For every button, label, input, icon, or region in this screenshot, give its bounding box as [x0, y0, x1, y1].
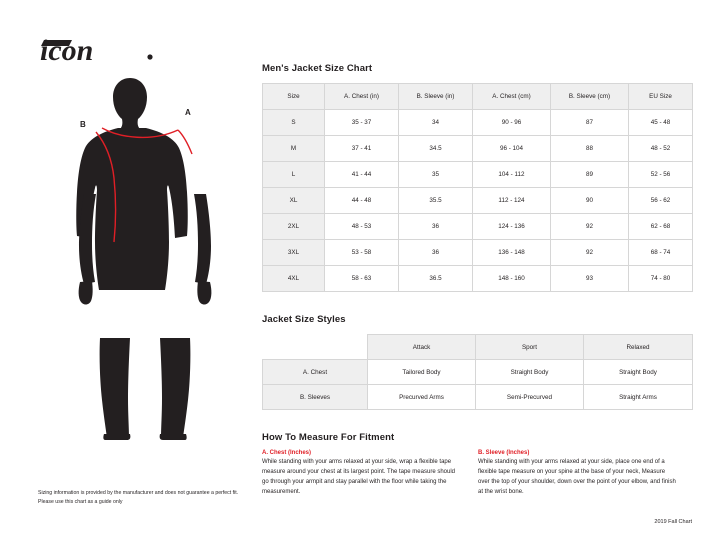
- chart-edition-note: 2019 Fall Chart: [654, 519, 692, 525]
- cell-sleeve-cm: 92: [551, 214, 629, 240]
- cell-chest-cm: 148 - 160: [473, 266, 551, 292]
- table-row: [263, 136, 693, 162]
- cell-chest-in: 37 - 41: [325, 136, 399, 162]
- column-header: A. Chest (cm): [473, 84, 551, 110]
- cell-eu-size: 52 - 56: [629, 162, 693, 188]
- column-header-sport: Sport: [476, 335, 584, 360]
- cell-chest-cm: 112 - 124: [473, 188, 551, 214]
- cell-sleeve-cm: 88: [551, 136, 629, 162]
- fitment-body-sleeve: While standing with your arms relaxed at your side, place one end of a flexible tape measure on your spine at the base of your neck, Measure over the top of your shoulder, down over the point of your elbow, and finish at the wrist bone.: [478, 459, 676, 495]
- size-chart-title: Men's Jacket Size Chart: [262, 63, 373, 74]
- cell-sleeve-cm: 89: [551, 162, 629, 188]
- cell-sleeve-cm: 90: [551, 188, 629, 214]
- callout-label-a: A: [185, 108, 191, 117]
- size-chart-content: [262, 0, 692, 498]
- cell-chest-in: 35 - 37: [325, 110, 399, 136]
- column-header: Size: [263, 84, 325, 110]
- cell-relaxed-sleeves: Straight Arms: [584, 385, 693, 410]
- cell-size: M: [263, 136, 325, 162]
- table-row: [263, 110, 693, 136]
- table-row: [263, 188, 693, 214]
- cell-sleeve-in: 36: [399, 240, 473, 266]
- cell-sleeve-cm: 93: [551, 266, 629, 292]
- cell-relaxed-chest: Straight Body: [584, 360, 693, 385]
- icon-brand-logo: [38, 30, 158, 66]
- column-header-attack: Attack: [368, 335, 476, 360]
- table-row: [263, 214, 693, 240]
- cell-sleeve-in: 35.5: [399, 188, 473, 214]
- row-label-sleeves: B. Sleeves: [263, 385, 368, 410]
- cell-size: L: [263, 162, 325, 188]
- cell-eu-size: 74 - 80: [629, 266, 693, 292]
- cell-sport-sleeves: Semi-Precurved: [476, 385, 584, 410]
- cell-chest-cm: 104 - 112: [473, 162, 551, 188]
- cell-chest-in: 44 - 48: [325, 188, 399, 214]
- fitment-instructions: [262, 450, 692, 498]
- table-row: [263, 162, 693, 188]
- cell-eu-size: 62 - 68: [629, 214, 693, 240]
- svg-text:icon: icon: [40, 34, 94, 66]
- cell-sleeve-in: 34: [399, 110, 473, 136]
- fitment-column-chest: [262, 450, 462, 498]
- cell-sleeve-cm: 87: [551, 110, 629, 136]
- cell-sleeve-in: 36.5: [399, 266, 473, 292]
- column-header: EU Size: [629, 84, 693, 110]
- cell-attack-sleeves: Precurved Arms: [368, 385, 476, 410]
- column-header-relaxed: Relaxed: [584, 335, 693, 360]
- cell-size: 3XL: [263, 240, 325, 266]
- cell-size: 4XL: [263, 266, 325, 292]
- size-chart-table: [262, 83, 693, 292]
- cell-sleeve-in: 35: [399, 162, 473, 188]
- cell-chest-cm: 124 - 136: [473, 214, 551, 240]
- jacket-size-styles-title: Jacket Size Styles: [262, 314, 346, 325]
- callout-label-b: B: [80, 120, 86, 129]
- cell-size: XL: [263, 188, 325, 214]
- cell-size: 2XL: [263, 214, 325, 240]
- blank-corner-cell: [263, 335, 368, 360]
- table-header-row: [263, 335, 693, 360]
- cell-chest-cm: 136 - 148: [473, 240, 551, 266]
- column-header: B. Sleeve (in): [399, 84, 473, 110]
- table-row: [263, 360, 693, 385]
- fitment-body-chest: While standing with your arms relaxed at your side, wrap a flexible tape measure around your chest at its largest point. The tape measure should go through your armpit and stay parallel with the floor while taking the measurement.: [262, 459, 455, 495]
- cell-chest-in: 48 - 53: [325, 214, 399, 240]
- table-row: [263, 240, 693, 266]
- brand-illustration-panel: [0, 0, 250, 540]
- cell-eu-size: 45 - 48: [629, 110, 693, 136]
- table-row: [263, 266, 693, 292]
- table-header-row: [263, 84, 693, 110]
- cell-chest-in: 41 - 44: [325, 162, 399, 188]
- cell-size: S: [263, 110, 325, 136]
- cell-chest-cm: 96 - 104: [473, 136, 551, 162]
- cell-sleeve-cm: 92: [551, 240, 629, 266]
- table-row: [263, 385, 693, 410]
- cell-attack-chest: Tailored Body: [368, 360, 476, 385]
- cell-chest-in: 58 - 63: [325, 266, 399, 292]
- column-header: A. Chest (in): [325, 84, 399, 110]
- fitment-column-sleeve: [478, 450, 678, 498]
- cell-chest-in: 53 - 58: [325, 240, 399, 266]
- sizing-disclaimer: Sizing information is provided by the manufacturer and does not guarantee a perfect fit. Please use this chart as a guide only: [38, 490, 239, 505]
- cell-sport-chest: Straight Body: [476, 360, 584, 385]
- cell-chest-cm: 90 - 96: [473, 110, 551, 136]
- jacket-size-styles-table: [262, 334, 693, 410]
- cell-sleeve-in: 36: [399, 214, 473, 240]
- how-to-measure-title: How To Measure For Fitment: [262, 432, 395, 443]
- cell-eu-size: 68 - 74: [629, 240, 693, 266]
- fitment-heading-sleeve: B. Sleeve (Inches): [478, 450, 530, 456]
- cell-eu-size: 56 - 62: [629, 188, 693, 214]
- cell-eu-size: 48 - 52: [629, 136, 693, 162]
- row-label-chest: A. Chest: [263, 360, 368, 385]
- cell-sleeve-in: 34.5: [399, 136, 473, 162]
- column-header: B. Sleeve (cm): [551, 84, 629, 110]
- fitment-heading-chest: A. Chest (Inches): [262, 450, 312, 456]
